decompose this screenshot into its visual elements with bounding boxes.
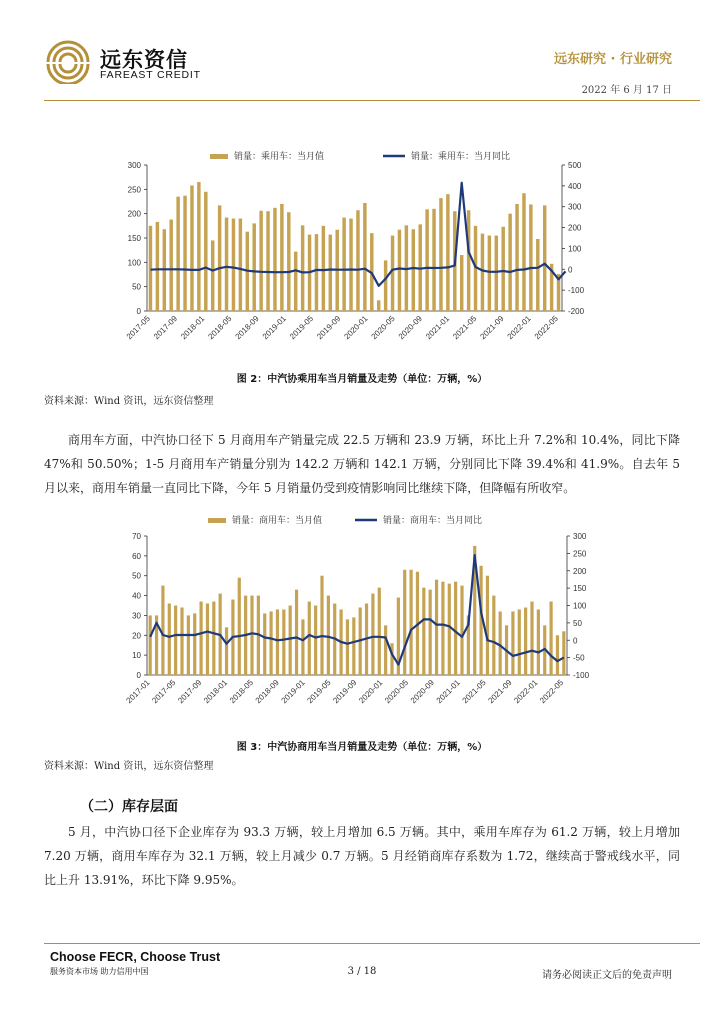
bar	[294, 252, 297, 311]
x-axis-tick-label: 2021-09	[486, 678, 514, 706]
bar	[371, 594, 374, 675]
header-divider	[44, 100, 700, 101]
section-title-inventory: （二）库存层面	[80, 799, 178, 815]
right-axis-tick-label: -100	[568, 286, 585, 296]
bar	[352, 617, 355, 675]
left-axis-tick-label: 40	[132, 591, 141, 601]
bar	[422, 588, 425, 675]
bar	[460, 586, 463, 675]
figure-3-caption: 图 3：中汽协商用车当月销量及走势（单位：万辆，%）	[236, 742, 488, 753]
left-axis-tick-label: 30	[132, 611, 141, 621]
x-axis-tick-label: 2018-01	[202, 678, 230, 706]
x-axis-tick-label: 2019-05	[305, 678, 333, 706]
x-axis-tick-label: 2020-05	[369, 314, 397, 342]
bar	[225, 627, 228, 675]
bar	[522, 193, 525, 311]
bar	[556, 635, 559, 675]
bar	[149, 615, 152, 675]
bar	[530, 602, 533, 675]
bar	[454, 582, 457, 675]
bar	[562, 631, 565, 675]
right-axis-tick-label: -50	[573, 653, 585, 663]
brand-name-en: FAREAST CREDIT	[100, 69, 201, 81]
left-axis-tick-label: 50	[132, 571, 141, 581]
bar	[252, 223, 255, 311]
bar	[346, 619, 349, 675]
bar	[314, 606, 317, 676]
report-date: 2022 年 6 月 17 日	[581, 85, 672, 96]
right-axis-tick-label: 500	[568, 161, 582, 170]
right-axis-tick-label: 200	[573, 566, 587, 576]
bar	[176, 197, 179, 311]
bar	[543, 205, 546, 311]
bar	[390, 643, 393, 675]
bar	[467, 210, 470, 311]
bar	[356, 210, 359, 311]
bar	[200, 602, 203, 675]
bar	[398, 230, 401, 311]
bar	[315, 234, 318, 311]
bar	[537, 609, 540, 675]
bar	[377, 300, 380, 311]
bar	[149, 226, 152, 311]
bar	[322, 226, 325, 311]
x-axis-tick-label: 2017-05	[124, 314, 152, 342]
left-axis-tick-label: 20	[132, 631, 141, 641]
legend-line-label: 销量：乘用车：当月同比	[411, 151, 511, 161]
x-axis-tick-label: 2022-01	[505, 314, 533, 342]
bar	[239, 219, 242, 311]
left-axis-tick-label: 200	[127, 209, 141, 219]
bar	[263, 613, 266, 675]
right-axis-tick-label: 200	[568, 223, 582, 233]
x-axis-tick-label: 2018-01	[179, 314, 207, 342]
bar	[446, 194, 449, 311]
right-axis-tick-label: 0	[568, 265, 573, 275]
bar	[378, 588, 381, 675]
x-axis-tick-label: 2018-05	[206, 314, 234, 342]
bar	[515, 204, 518, 311]
bar	[156, 222, 159, 311]
left-axis-tick-label: 10	[132, 651, 141, 661]
right-axis-tick-label: 400	[568, 181, 582, 191]
bar	[282, 609, 285, 675]
x-axis-tick-label: 2021-05	[460, 678, 488, 706]
bar	[425, 209, 428, 311]
bar	[211, 240, 214, 311]
bar	[212, 602, 215, 675]
bar	[197, 182, 200, 311]
x-axis-tick-label: 2021-01	[424, 314, 452, 342]
bar	[363, 203, 366, 311]
bar	[238, 578, 241, 675]
bar	[295, 590, 298, 675]
x-axis-tick-label: 2017-05	[150, 678, 178, 706]
footer-disclaimer: 请务必阅读正文后的免责声明	[542, 970, 672, 981]
chart-passenger-car-sales	[100, 145, 620, 360]
x-axis-tick-label: 2018-05	[227, 678, 256, 706]
left-axis-tick-label: 0	[136, 671, 141, 680]
x-axis-tick-label: 2020-09	[396, 314, 424, 342]
bar	[187, 615, 190, 675]
bar	[349, 219, 352, 311]
bar	[266, 211, 269, 311]
x-axis-tick-label: 2020-01	[342, 314, 370, 342]
bar	[280, 204, 283, 311]
right-axis-tick-label: -200	[568, 307, 585, 316]
bar	[190, 185, 193, 311]
bar	[204, 192, 207, 311]
bar	[511, 611, 514, 675]
bar	[529, 204, 532, 311]
bar	[432, 209, 435, 311]
right-axis-tick-label: 250	[573, 549, 587, 559]
right-axis-tick-label: 150	[573, 584, 587, 594]
bar	[289, 606, 292, 676]
bar	[429, 590, 432, 675]
x-axis-tick-label: 2020-05	[382, 678, 411, 706]
right-axis-tick-label: 0	[573, 636, 578, 646]
bar	[403, 570, 406, 675]
x-axis-tick-label: 2020-01	[357, 678, 385, 706]
x-axis-tick-label: 2021-09	[478, 314, 506, 342]
figure-2-source: 资料来源：Wind 资讯，远东资信整理	[44, 396, 214, 407]
bar	[329, 235, 332, 311]
bar	[287, 212, 290, 311]
x-axis-tick-label: 2019-09	[315, 314, 343, 342]
x-axis-tick-label: 2019-01	[279, 678, 307, 706]
footer-slogan-en: Choose FECR, Choose Trust	[50, 950, 221, 964]
figure-2-caption: 图 2：中汽协乘用车当月销量及走势（单位：万辆，%）	[236, 374, 488, 385]
bar	[492, 596, 495, 675]
right-axis-tick-label: 300	[568, 202, 582, 212]
bar	[518, 609, 521, 675]
bar	[225, 218, 228, 311]
left-axis-tick-label: 60	[132, 551, 141, 561]
bar	[193, 613, 196, 675]
bar	[448, 584, 451, 675]
bar	[410, 570, 413, 675]
bar	[495, 236, 498, 311]
bar	[174, 606, 177, 676]
legend-line-label: 销量：商用车：当月同比	[383, 515, 483, 525]
bar	[301, 225, 304, 311]
bar	[412, 229, 415, 311]
bar	[435, 580, 438, 675]
x-axis-tick-label: 2020-09	[408, 678, 436, 706]
right-axis-tick-label: 100	[573, 601, 587, 611]
left-axis-tick-label: 250	[127, 185, 141, 195]
x-axis-tick-label: 2019-09	[331, 678, 359, 706]
right-axis-tick-label: 300	[573, 532, 587, 541]
bar	[218, 205, 221, 311]
x-axis-tick-label: 2019-01	[260, 314, 288, 342]
x-axis-tick-label: 2018-09	[253, 678, 281, 706]
right-axis-tick-label: 100	[568, 244, 582, 254]
bar	[550, 602, 553, 675]
bar	[499, 611, 502, 675]
left-axis-tick-label: 100	[127, 258, 141, 268]
bar	[270, 611, 273, 675]
x-axis-tick-label: 2022-01	[512, 678, 540, 706]
bar	[232, 219, 235, 311]
x-axis-tick-label: 2022-05	[532, 314, 560, 342]
bar	[441, 582, 444, 675]
left-axis-tick-label: 70	[132, 532, 141, 541]
legend-bar-label: 销量：商用车：当月值	[232, 515, 323, 525]
left-axis-tick-label: 0	[136, 307, 141, 316]
legend-bar-swatch	[210, 154, 228, 159]
page-number: 3 / 18	[347, 966, 377, 977]
left-axis-tick-label: 150	[127, 234, 141, 243]
x-axis-tick-label: 2017-01	[124, 678, 152, 706]
bar	[481, 234, 484, 311]
bar	[169, 220, 172, 311]
bar	[501, 227, 504, 311]
bar	[320, 576, 323, 675]
bar	[488, 236, 491, 311]
bar	[439, 198, 442, 311]
bar	[276, 609, 279, 675]
bar	[486, 576, 489, 675]
footer-slogan-cn: 服务资本市场 助力信用中国	[50, 967, 149, 976]
bar	[308, 602, 311, 675]
chart-commercial-vehicle-sales	[100, 510, 620, 730]
bar	[273, 208, 276, 311]
bar	[206, 604, 209, 675]
left-axis-tick-label: 300	[127, 161, 141, 170]
bar	[183, 196, 186, 311]
paragraph-commercial-vehicles: 商用车方面，中汽协口径下 5 月商用车产销量完成 22.5 万辆和 23.9 万辆，环比上升 7.2%和 10.4%，同比下降 47%和 50.50%；1-5 月商用车产销量分别为 142.2 万辆和 142.1 万辆，分别同比下降 39.4%和 41.9%。自去年 5 月以来，商用车销量一直同比下降，今年 5 月销量仍受到疫情影响同比继续下降，但降幅有所收窄。	[44, 433, 680, 495]
report-series-title: 远东研究 · 行业研究	[554, 52, 672, 67]
right-axis-tick-label: 50	[573, 618, 582, 628]
bar	[384, 625, 387, 675]
bar	[391, 236, 394, 311]
x-axis-tick-label: 2022-05	[538, 678, 566, 706]
x-axis-tick-label: 2018-09	[233, 314, 261, 342]
bar	[508, 214, 511, 311]
bar	[301, 619, 304, 675]
right-axis-tick-label: -100	[573, 671, 590, 680]
fareast-logo-icon	[44, 40, 92, 84]
footer-divider	[44, 943, 700, 944]
bar	[250, 596, 253, 675]
x-axis-tick-label: 2021-01	[434, 678, 462, 706]
bar	[342, 218, 345, 311]
x-axis-tick-label: 2019-05	[287, 314, 316, 342]
x-axis-tick-label: 2021-05	[451, 314, 479, 342]
bar	[536, 239, 539, 311]
legend-bar-swatch	[208, 518, 226, 523]
x-axis-tick-label: 2017-09	[176, 678, 204, 706]
x-axis-tick-label: 2017-09	[151, 314, 180, 342]
bar	[460, 255, 463, 311]
bar	[327, 596, 330, 675]
paragraph-inventory: 5 月，中汽协口径下企业库存为 93.3 万辆，较上月增加 6.5 万辆。其中，乘用车库存为 61.2 万辆，较上月增加 7.20 万辆，商用车库存为 32.1 万辆，较上月减少 0.7 万辆。5 月经销商库存系数为 1.72，继续高于警戒线水平，同比上升 13.91%，环比下降 9.95%。	[44, 825, 680, 887]
bar	[384, 260, 387, 311]
legend-bar-label: 销量：乘用车：当月值	[234, 151, 325, 161]
bar	[180, 607, 183, 675]
bar	[161, 586, 164, 675]
left-axis-tick-label: 50	[132, 282, 141, 292]
bar	[168, 604, 171, 675]
figure-3-source: 资料来源：Wind 资讯，远东资信整理	[44, 761, 214, 772]
bar	[259, 211, 262, 311]
brand-name-cn: 远东资信	[100, 48, 188, 72]
bar	[524, 607, 527, 675]
